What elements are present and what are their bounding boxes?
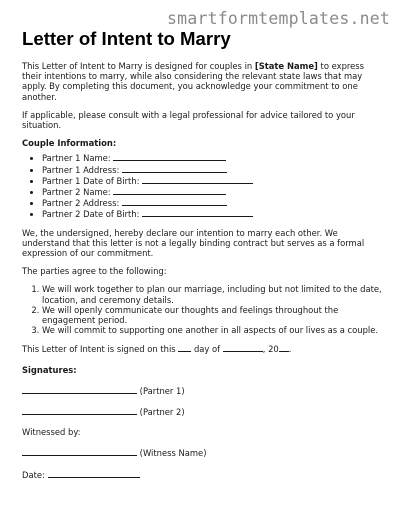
blank-line[interactable]: [113, 186, 226, 195]
signature-line[interactable]: [22, 447, 137, 456]
list-item: [42, 208, 384, 219]
blank-line[interactable]: [122, 197, 227, 206]
partner-2-signature: [22, 406, 384, 417]
intro-text-before: This Letter of Intent to Marry is designed for couples in: [22, 61, 255, 71]
site-watermark: smartformtemplates.net: [167, 9, 390, 28]
signed-text-middle-1: day of: [191, 344, 223, 355]
blank-line[interactable]: [142, 175, 253, 184]
signature-label: (Witness Name): [139, 448, 207, 459]
signed-text-before: This Letter of Intent is signed on this: [22, 344, 179, 355]
list-item: [42, 152, 384, 163]
couple-info-heading: Couple Information:: [22, 138, 117, 149]
day-blank[interactable]: [178, 343, 191, 352]
field-label: Partner 1 Date of Birth:: [42, 175, 140, 186]
list-item: [42, 186, 384, 197]
parties-intro: The parties agree to the following:: [22, 266, 167, 277]
advice-paragraph: If applicable, please consult with a legal professional for advice tailored to your situation.: [22, 109, 355, 131]
field-label: Partner 2 Address:: [42, 198, 120, 209]
document-title: Letter of Intent to Marry: [22, 28, 231, 49]
signed-text-after: .: [288, 344, 292, 355]
signature-line[interactable]: [22, 406, 137, 415]
couple-info-list: [22, 152, 384, 219]
intro-text-after: to express their intentions to marry, while also considering the relevant state laws that may apply. By completing this document, you acknowledge your commitment to one another.: [22, 61, 365, 102]
field-label: Partner 2 Date of Birth:: [42, 209, 140, 220]
partner-1-signature: [22, 385, 384, 396]
field-label: Partner 2 Name:: [42, 187, 111, 198]
field-label: Partner 1 Address:: [42, 164, 120, 175]
agreements-list: [22, 284, 384, 335]
blank-line[interactable]: [122, 164, 227, 173]
year-blank[interactable]: [279, 343, 289, 352]
signatures-heading: Signatures:: [22, 364, 77, 375]
date-row: [22, 469, 384, 480]
signature-line[interactable]: [22, 385, 137, 394]
declaration-paragraph: We, the undersigned, hereby declare our intention to marry each other. We understand that this letter is not a legally binding contract but serves as a formal expression of our commitment.: [22, 227, 365, 259]
intro-paragraph: [22, 61, 384, 102]
list-item: [42, 197, 384, 208]
list-item: 2. We will openly communicate our thoughts and feelings throughout the engagement period.: [42, 305, 384, 325]
signed-on-line: [22, 343, 384, 354]
witnessed-by-label: Witnessed by:: [22, 427, 81, 438]
document-page: [22, 28, 384, 488]
signature-label: (Partner 2): [139, 407, 185, 418]
signed-text-middle-2: , 20: [262, 344, 279, 355]
date-blank[interactable]: [48, 469, 140, 478]
date-label: Date:: [22, 469, 45, 480]
state-name-placeholder: [State Name]: [254, 61, 318, 71]
witness-signature: [22, 447, 384, 458]
list-item: [42, 175, 384, 186]
list-item: [42, 164, 384, 175]
blank-line[interactable]: [142, 208, 253, 217]
signature-label: (Partner 1): [139, 385, 185, 396]
list-item: 3. We will commit to supporting one another in all aspects of our lives as a couple.: [42, 325, 384, 335]
month-blank[interactable]: [223, 343, 263, 352]
blank-line[interactable]: [113, 152, 226, 161]
field-label: Partner 1 Name:: [42, 153, 111, 164]
list-item: 1. We will work together to plan our marriage, including but not limited to the date, location, and ceremony details.: [42, 284, 384, 304]
